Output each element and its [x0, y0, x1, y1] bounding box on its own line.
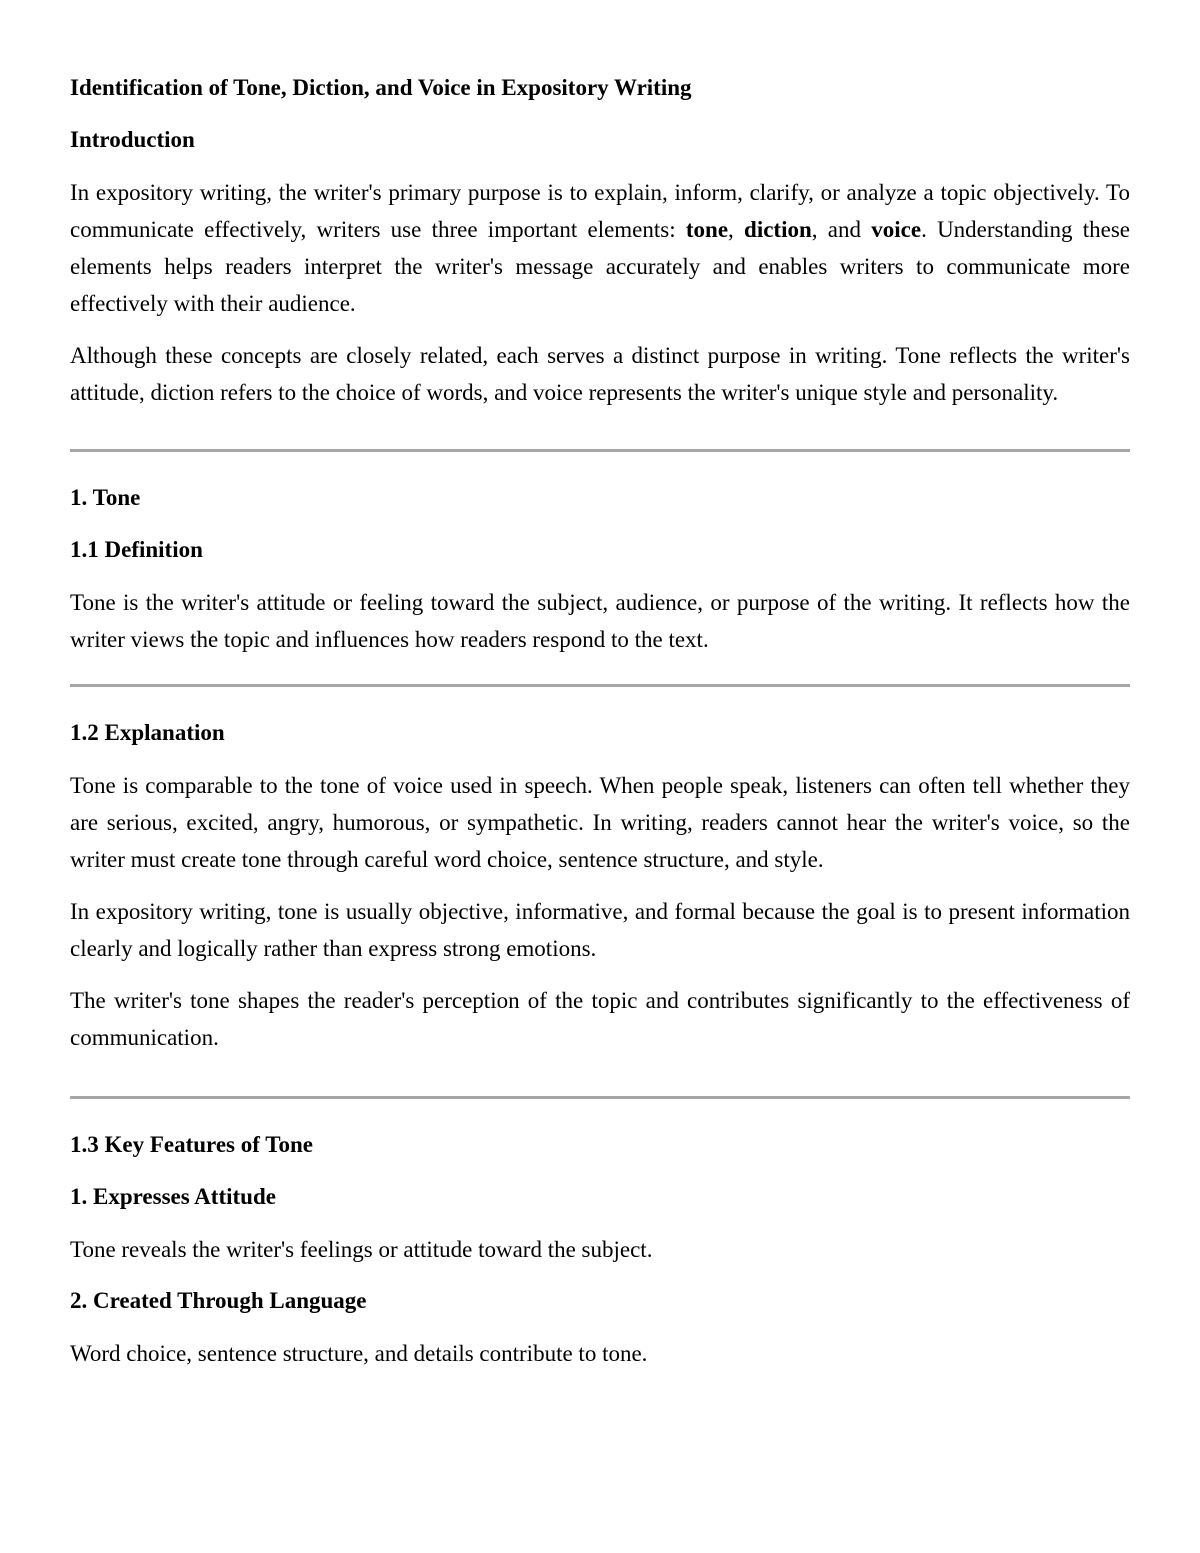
feature-1-text: Tone reveals the writer's feelings or attitude toward the subject.: [70, 1237, 653, 1262]
introduction-heading: Introduction: [70, 127, 195, 152]
intro-separator-1: ,: [728, 217, 745, 242]
term-voice: voice: [871, 217, 922, 242]
document-title: Identification of Tone, Diction, and Voice in Expository Writing: [70, 75, 692, 100]
section-divider: [70, 449, 1130, 452]
definition-heading: 1.1 Definition: [70, 537, 203, 562]
explanation-paragraph-1: Tone is comparable to the tone of voice used in speech. When people speak, listeners can often tell whether they are serious, excited, angry, humorous, or sympathetic. In writing, readers cannot hear the writer's voice, so the writer must create tone through careful word choice, sentence structure, and style.: [70, 773, 1130, 872]
introduction-paragraph-2: Although these concepts are closely related, each serves a distinct purpose in writing. Tone reflects the writer's attitude, diction refers to the choice of words, and voice represents the writer's unique style and personality.: [70, 343, 1130, 405]
explanation-paragraph-3: The writer's tone shapes the reader's perception of the topic and contributes significantly to the effectiveness of communication.: [70, 988, 1130, 1050]
key-features-heading: 1.3 Key Features of Tone: [70, 1132, 313, 1157]
document-page: [70, 70, 1130, 1387]
feature-2-heading: 2. Created Through Language: [70, 1288, 367, 1313]
feature-1-heading: 1. Expresses Attitude: [70, 1184, 276, 1209]
definition-paragraph: Tone is the writer's attitude or feeling toward the subject, audience, or purpose of the writing. It reflects how the writer views the topic and influences how readers respond to the text.: [70, 590, 1130, 652]
explanation-heading: 1.2 Explanation: [70, 720, 225, 745]
term-tone: tone: [685, 217, 729, 242]
section-divider: [70, 1096, 1130, 1099]
term-diction: diction: [744, 217, 812, 242]
intro-text-a: In expository writing, the writer's primary purpose is to explain, inform, clarify, or analyze a topic objectively. To communicate effectively, writers use three important elements:: [70, 180, 1130, 242]
explanation-paragraph-2: In expository writing, tone is usually objective, informative, and formal because the goal is to present information clearly and logically rather than express strong emotions.: [70, 899, 1130, 961]
section-divider: [70, 684, 1130, 687]
intro-separator-2: , and: [811, 217, 872, 242]
intro-text-b: . Understanding these elements helps readers interpret the writer's message accurately and enables writers to communicate more effectively with their audience.: [70, 217, 1130, 316]
tone-section-heading: 1. Tone: [70, 485, 141, 510]
feature-2-text: Word choice, sentence structure, and details contribute to tone.: [70, 1341, 648, 1366]
introduction-paragraph-1: [70, 174, 1130, 322]
